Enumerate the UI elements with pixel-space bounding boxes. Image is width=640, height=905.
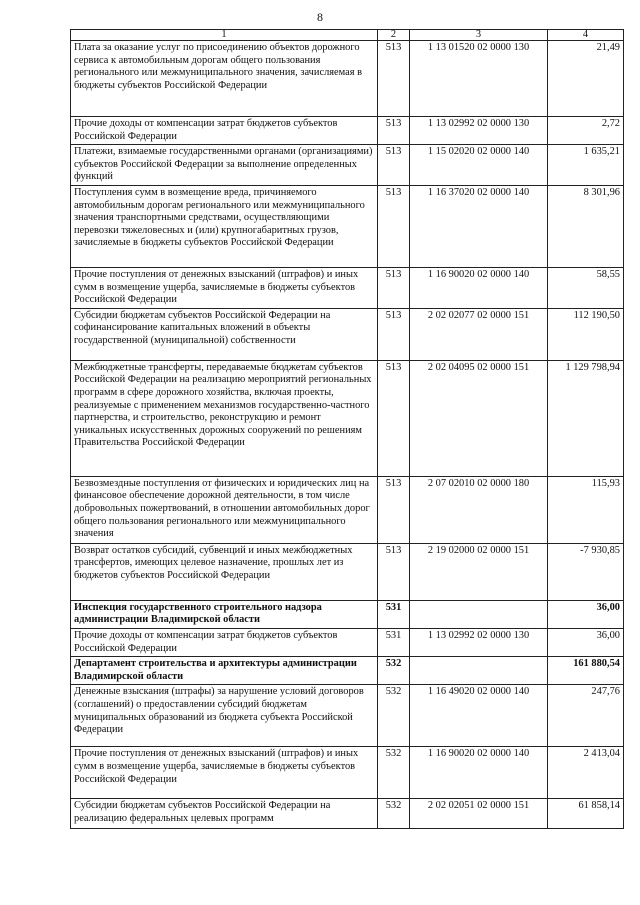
row-kbk-code: 2 02 02077 02 0000 151 — [410, 308, 548, 360]
section-amount: 36,00 — [548, 600, 624, 628]
section-name: Департамент строительства и архитектуры администрации Владимирской области — [71, 657, 378, 685]
table-row — [71, 685, 624, 747]
row-admin-code: 513 — [378, 543, 410, 600]
row-amount: 61 858,14 — [548, 799, 624, 829]
row-admin-code: 513 — [378, 185, 410, 267]
row-name: Безвозмездные поступления от физических и юридических лиц на финансовое обеспечение дорожной деятельности, в том числе добровольных пожертвований, в отношении автомобильных дорог общего пользования регионального или межмуниципального значения — [71, 476, 378, 543]
row-name: Возврат остатков субсидий, субвенций и иных межбюджетных трансфертов, имеющих целевое назначение, прошлых лет из бюджетов субъектов Российской Федерации — [71, 543, 378, 600]
row-amount: 8 301,96 — [548, 185, 624, 267]
row-amount: 247,76 — [548, 685, 624, 747]
row-amount: 2,72 — [548, 117, 624, 145]
table-header-row — [71, 30, 624, 41]
row-amount: -7 930,85 — [548, 543, 624, 600]
row-name: Прочие поступления от денежных взысканий (штрафов) и иных сумм в возмещение ущерба, зачисляемые в бюджеты субъектов Российской Федерации — [71, 747, 378, 799]
table-row — [71, 145, 624, 186]
row-kbk-code: 2 07 02010 02 0000 180 — [410, 476, 548, 543]
row-name: Поступления сумм в возмещение вреда, причиняемого автомобильным дорогам регионального или межмуниципального значения транспортными средствами, осуществляющими перевозки тяжеловесных и (или) крупногабаритных грузов, зачисляемые в бюджеты субъектов Российской Федерации — [71, 185, 378, 267]
header-col-3: 3 — [410, 30, 548, 41]
section-amount: 161 880,54 — [548, 657, 624, 685]
row-name: Прочие доходы от компенсации затрат бюджетов субъектов Российской Федерации — [71, 628, 378, 656]
row-amount: 36,00 — [548, 628, 624, 656]
table-row — [71, 476, 624, 543]
section-kbk-code — [410, 657, 548, 685]
section-name: Инспекция государственного строительного надзора администрации Владимирской области — [71, 600, 378, 628]
row-admin-code: 532 — [378, 799, 410, 829]
row-admin-code: 532 — [378, 747, 410, 799]
table-row — [71, 543, 624, 600]
row-admin-code: 513 — [378, 308, 410, 360]
row-kbk-code: 2 19 02000 02 0000 151 — [410, 543, 548, 600]
row-kbk-code: 1 13 01520 02 0000 130 — [410, 41, 548, 117]
row-admin-code: 513 — [378, 145, 410, 186]
row-name: Межбюджетные трансферты, передаваемые бюджетам субъектов Российской Федерации на реализацию мероприятий региональных программ в сфере дорожного хозяйства, включая проекты, реализуемые с применением механизмов государственно-частного партнерства, и строительство, реконструкцию и ремонт уникальных искусственных дорожных сооружений по решениям Правительства Российской Федерации — [71, 360, 378, 476]
table-row — [71, 360, 624, 476]
table-row — [71, 117, 624, 145]
row-kbk-code: 1 16 49020 02 0000 140 — [410, 685, 548, 747]
table-row — [71, 267, 624, 308]
table-row — [71, 747, 624, 799]
header-col-4: 4 — [548, 30, 624, 41]
row-kbk-code: 2 02 04095 02 0000 151 — [410, 360, 548, 476]
row-admin-code: 513 — [378, 476, 410, 543]
section-kbk-code — [410, 600, 548, 628]
row-admin-code: 532 — [378, 685, 410, 747]
table-row — [71, 628, 624, 656]
row-name: Субсидии бюджетам субъектов Российской Федерации на реализацию федеральных целевых программ — [71, 799, 378, 829]
page-number: 8 — [317, 10, 323, 24]
row-amount: 115,93 — [548, 476, 624, 543]
row-name: Прочие поступления от денежных взысканий (штрафов) и иных сумм в возмещение ущерба, зачисляемые в бюджеты субъектов Российской Федерации — [71, 267, 378, 308]
row-name: Плата за оказание услуг по присоединению объектов дорожного сервиса к автомобильным дорогам общего пользования регионального или межмуниципального значения, зачисляемая в бюджеты субъектов Российской Федерации — [71, 41, 378, 117]
row-admin-code: 531 — [378, 628, 410, 656]
row-kbk-code: 1 16 90020 02 0000 140 — [410, 267, 548, 308]
row-amount: 58,55 — [548, 267, 624, 308]
row-kbk-code: 1 16 37020 02 0000 140 — [410, 185, 548, 267]
row-admin-code: 513 — [378, 267, 410, 308]
table-row — [71, 185, 624, 267]
row-name: Субсидии бюджетам субъектов Российской Федерации на софинансирование капитальных вложений в объекты государственной (муниципальной) собственности — [71, 308, 378, 360]
row-kbk-code: 1 16 90020 02 0000 140 — [410, 747, 548, 799]
row-name: Прочие доходы от компенсации затрат бюджетов субъектов Российской Федерации — [71, 117, 378, 145]
row-admin-code: 513 — [378, 117, 410, 145]
row-name: Платежи, взимаемые государственными органами (организациями) субъектов Российской Федерации за выполнение определенных функций — [71, 145, 378, 186]
row-amount: 1 129 798,94 — [548, 360, 624, 476]
row-admin-code: 513 — [378, 41, 410, 117]
table-row — [71, 41, 624, 117]
row-admin-code: 513 — [378, 360, 410, 476]
section-admin-code: 532 — [378, 657, 410, 685]
row-kbk-code: 2 02 02051 02 0000 151 — [410, 799, 548, 829]
table-row — [71, 308, 624, 360]
row-amount: 1 635,21 — [548, 145, 624, 186]
budget-revenue-table — [70, 29, 624, 829]
row-amount: 2 413,04 — [548, 747, 624, 799]
header-col-2: 2 — [378, 30, 410, 41]
row-kbk-code: 1 13 02992 02 0000 130 — [410, 628, 548, 656]
table-row-section — [71, 657, 624, 685]
row-name: Денежные взыскания (штрафы) за нарушение условий договоров (соглашений) о предоставлении субсидий бюджетам муниципальных образований из бюджета субъекта Российской Федерации — [71, 685, 378, 747]
row-kbk-code: 1 15 02020 02 0000 140 — [410, 145, 548, 186]
table-row — [71, 799, 624, 829]
row-kbk-code: 1 13 02992 02 0000 130 — [410, 117, 548, 145]
row-amount: 112 190,50 — [548, 308, 624, 360]
table-row-section — [71, 600, 624, 628]
row-amount: 21,49 — [548, 41, 624, 117]
header-col-1: 1 — [71, 30, 378, 41]
section-admin-code: 531 — [378, 600, 410, 628]
